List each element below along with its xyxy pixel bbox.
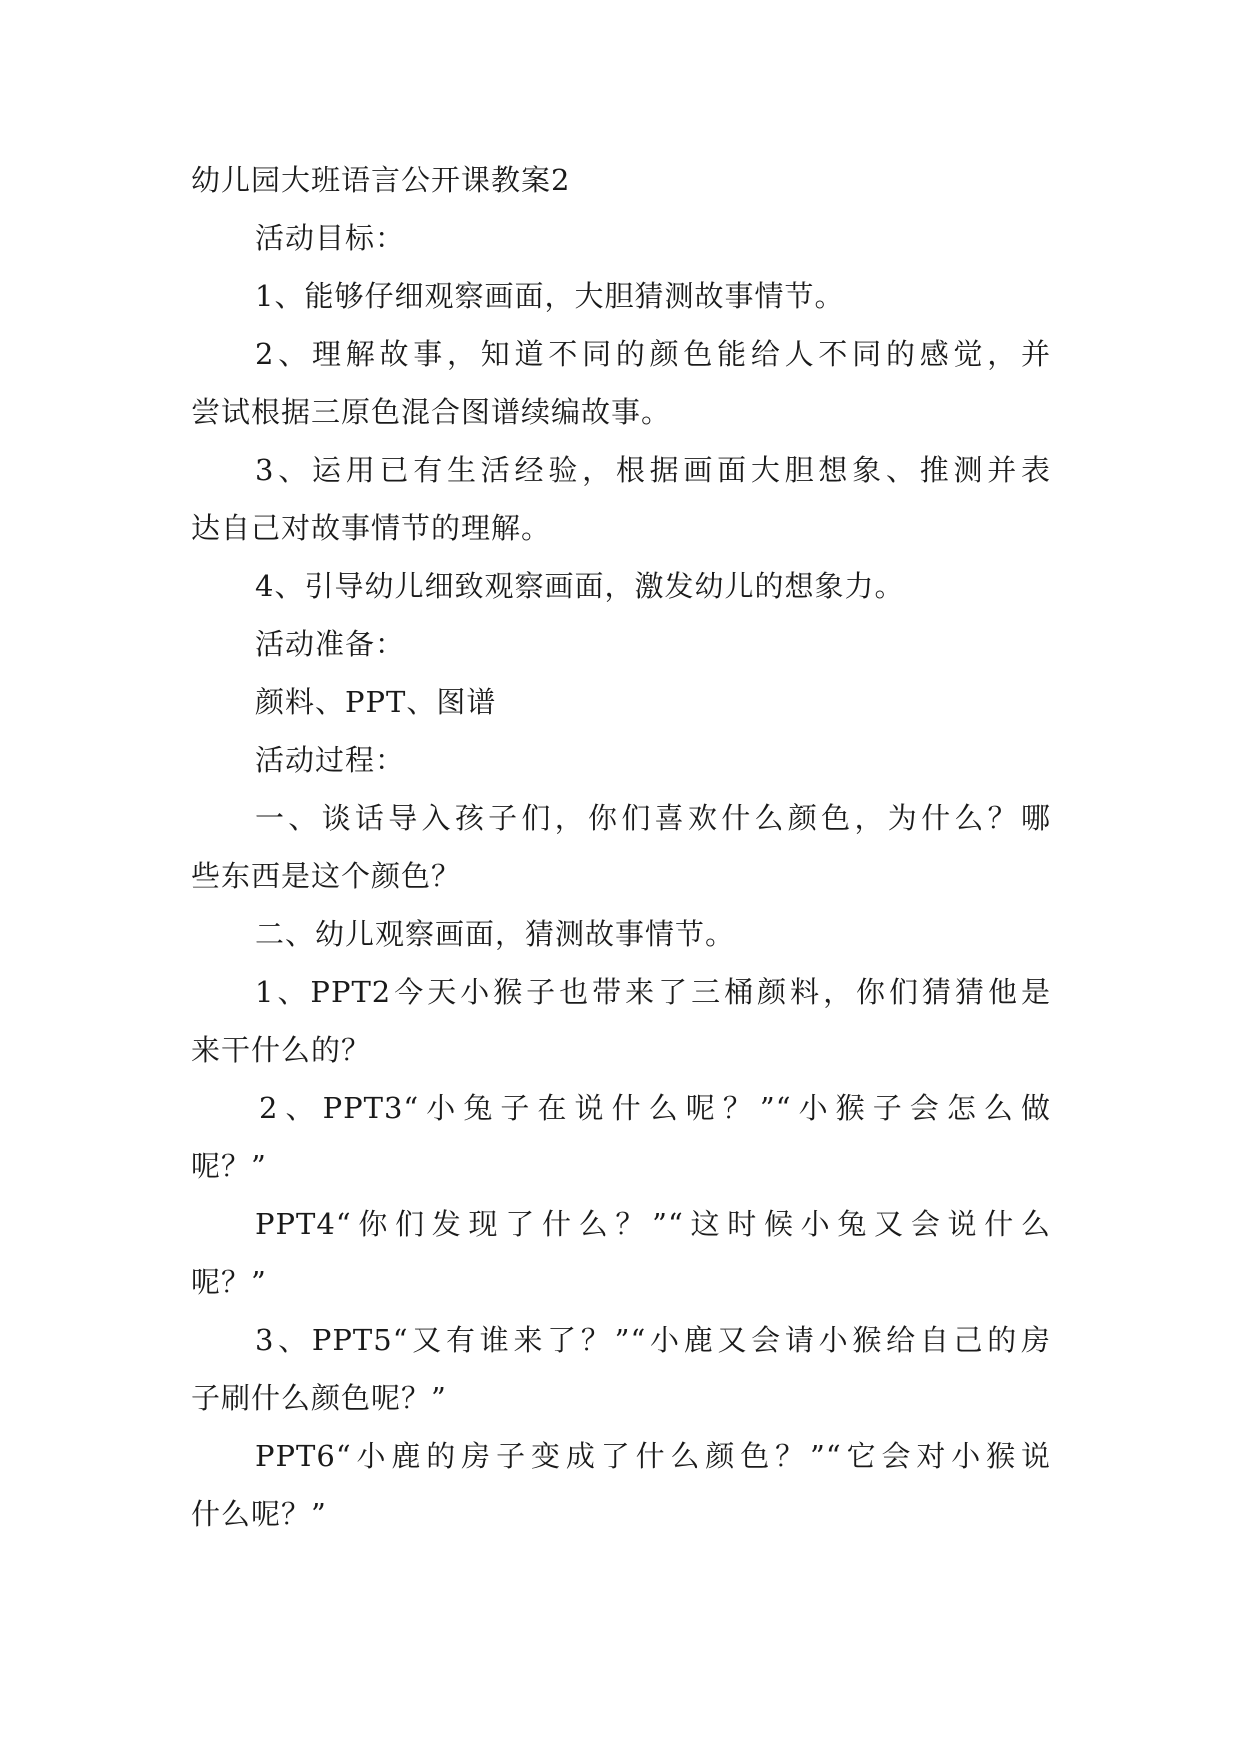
paragraph-line: 一、谈话导入孩子们，你们喜欢什么颜色，为什么？哪 [255,801,1051,835]
paragraph-line: 活动过程： [255,743,406,777]
paragraph-line: 什么呢？” [191,1497,327,1531]
paragraph-line: PPT4“你们发现了什么？”“这时候小兔又会说什么 [255,1207,1051,1241]
paragraph-line: 活动目标： [255,221,406,255]
paragraph-line: 3、PPT5“又有谁来了？”“小鹿又会请小猴给自己的房 [255,1323,1051,1357]
paragraph-line: 些东西是这个颜色？ [191,859,462,893]
paragraph-line: 2、理解故事，知道不同的颜色能给人不同的感觉，并 [255,337,1051,371]
paragraph-line: 来干什么的？ [191,1033,372,1067]
paragraph-line: 1、能够仔细观察画面，大胆猜测故事情节。 [255,279,845,313]
paragraph-line: 呢？” [191,1149,267,1183]
paragraph-line: 4、引导幼儿细致观察画面，激发幼儿的想象力。 [255,569,905,603]
paragraph-line: PPT6“小鹿的房子变成了什么颜色？”“它会对小猴说 [255,1439,1051,1473]
paragraph-line: 呢？” [191,1265,267,1299]
paragraph-line: 活动准备： [255,627,406,661]
document-title: 幼儿园大班语言公开课教案2 [191,163,571,197]
paragraph-line: 3、运用已有生活经验，根据画面大胆想象、推测并表 [255,453,1051,487]
paragraph-line: 达自己对故事情节的理解。 [191,511,552,545]
paragraph-line: 1、PPT2今天小猴子也带来了三桶颜料，你们猜猜他是 [255,975,1051,1009]
paragraph-line: 尝试根据三原色混合图谱续编故事。 [191,395,672,429]
paragraph-line: 子刷什么颜色呢？” [191,1381,447,1415]
paragraph-line: 二、幼儿观察画面，猜测故事情节。 [255,917,736,951]
paragraph-line: 颜料、PPT、图谱 [255,685,497,719]
paragraph-line: 2、PPT3“小兔子在说什么呢？”“小猴子会怎么做 [259,1091,1051,1125]
